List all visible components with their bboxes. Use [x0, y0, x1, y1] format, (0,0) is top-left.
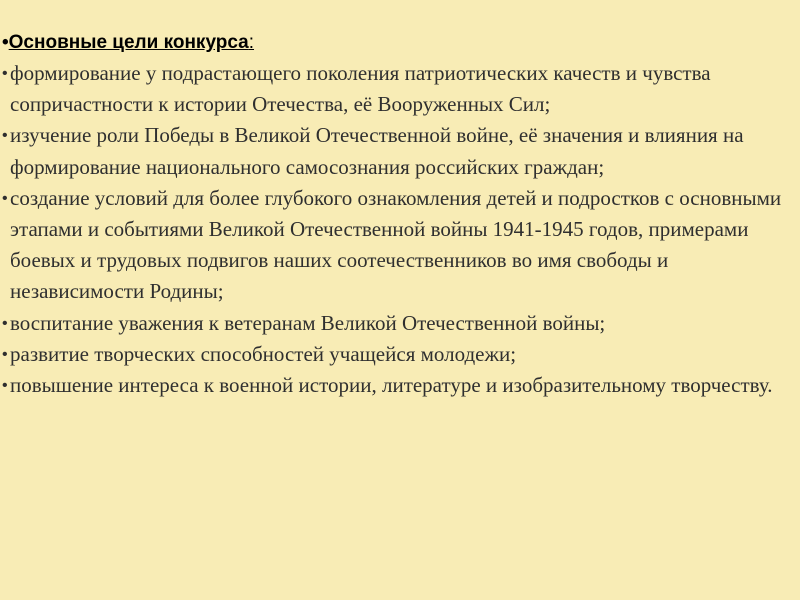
goal-item [2, 339, 790, 370]
bullet-icon: • [2, 189, 8, 207]
goal-text: формирование у подрастающего поколения патриотических качеств и чувства сопричастности к истории Отечества, её Вооруженных Сил; [10, 61, 711, 117]
title-bullet: • [2, 32, 9, 53]
goal-text: создание условий для более глубокого ознакомления детей и подростков с основными этапами и событиями Великой Отечественной войны 1941-1945 годов, примерами боевых и трудовых подвигов наших соотечественников во имя свободы и независимости Родины; [10, 185, 782, 304]
bullet-icon: • [2, 127, 8, 145]
goal-text: воспитание уважения к ветеранам Великой Отечественной войны; [10, 310, 606, 335]
bullet-icon: • [2, 345, 8, 363]
goal-item [2, 308, 790, 339]
bullet-icon: • [2, 314, 8, 332]
bullet-icon: • [2, 65, 8, 82]
slide-title [2, 31, 790, 55]
goal-item [2, 183, 790, 308]
goals-list [2, 58, 790, 401]
goal-item [2, 58, 790, 120]
goal-text: изучение роли Победы в Великой Отечественной войне, её значения и влияния на формирование национального самосознания российских граждан; [10, 123, 744, 179]
goal-text: развитие творческих способностей учащейся молодежи; [10, 341, 517, 366]
goal-item [2, 120, 790, 182]
title-text: Основные цели конкурса [8, 32, 249, 53]
goal-item [2, 370, 790, 401]
goal-text: повышение интереса к военной истории, литературе и изобразительному творчеству. [10, 373, 773, 398]
bullet-icon: • [2, 377, 8, 395]
title-colon: : [248, 32, 255, 53]
